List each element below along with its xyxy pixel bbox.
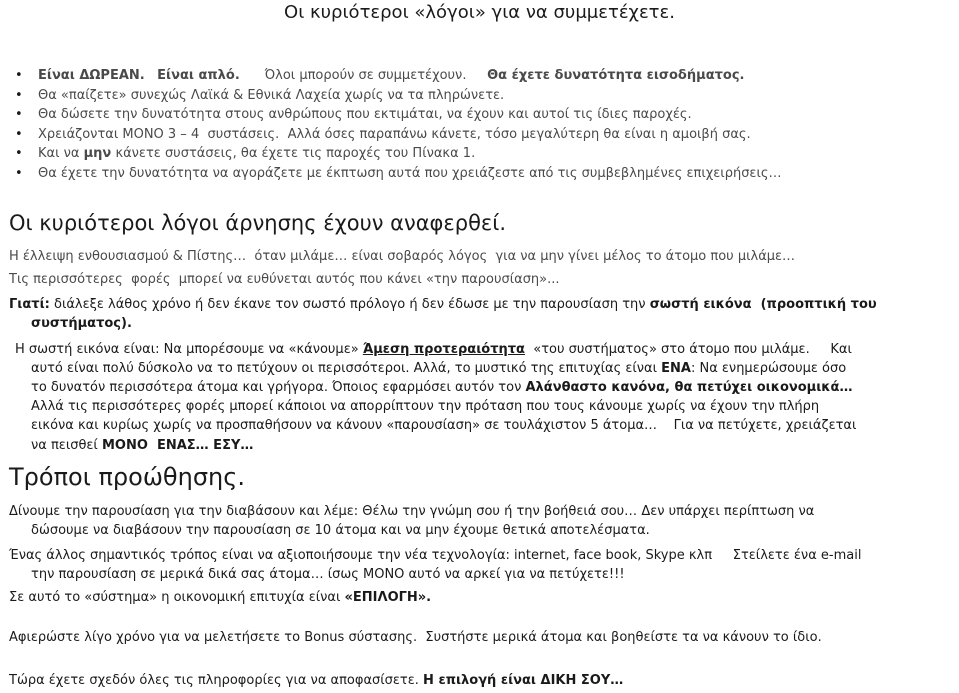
- correct-image-line-4: Αλλά τις περισσότερες φορές μπορεί κάποιοι να απορρίπτουν την πρόταση που τους κάνουμε χωρίς να έχουν την πλήρη: [31, 399, 820, 414]
- promo-line-5: Σε αυτό το «σύστημα» η οικονομική επιτυχία είναι «ΕΠΙΛΟΓΗ».: [9, 590, 432, 605]
- correct-image-line-1: Η σωστή εικόνα είναι: Να μπορέσουμε να «κάνουμε» Άμεση προτεραιότητα «του συστήματος» στο άτομο που μιλάμε. Και: [15, 342, 852, 357]
- bullet-icon: •: [15, 165, 23, 181]
- bullet-icon: •: [15, 68, 23, 83]
- bullet-icon: •: [15, 87, 23, 103]
- list-item: • Και να μην κάνετε συστάσεις, θα έχετε τις παροχές του Πίνακα 1.: [14, 144, 949, 164]
- list-item: • Χρειάζονται ΜΟΝΟ 3 – 4 συστάσεις. Αλλά όσες παραπάνω κάνετε, τόσο μεγαλύτερη θα είναι η αμοιβή σας.: [14, 125, 949, 145]
- bullet-icon: •: [15, 146, 23, 161]
- correct-image-line-6: να πεισθεί ΜΟΝΟ ΕΝΑΣ… ΕΣΥ…: [31, 438, 254, 453]
- bullet-icon: •: [15, 126, 23, 142]
- decision-line: Τώρα έχετε σχεδόν όλες τις πληροφορίες για να αποφασίσετε. Η επιλογή είναι ΔΙΚΗ ΣΟΥ…: [9, 673, 624, 688]
- refusal-heading: Οι κυριότεροι λόγοι άρνησης έχουν αναφερθεί.: [9, 211, 507, 235]
- list-item: • Είναι ΔΩΡΕΑΝ. Είναι απλό. Όλοι μπορούν σε συμμετέχουν. Θα έχετε δυνατότητα εισοδήματος.: [14, 66, 949, 86]
- slide-title: Οι κυριότεροι «λόγοι» για να συμμετέχετε.: [284, 2, 675, 23]
- refusal-line-2: Τις περισσότερες φορές μπορεί να ευθύνεται αυτός που κάνει «την παρουσίαση»...: [9, 272, 560, 287]
- correct-image-line-3: το δυνατόν περισσότερα άτομα και γρήγορα. Όποιος εφαρμόσει αυτόν τον Αλάνθαστο κανόνα, θα πετύχει οικονομικά…: [31, 380, 853, 395]
- why-paragraph-cont: συστήματος).: [31, 316, 132, 331]
- promotion-heading: Τρόποι προώθησης.: [9, 463, 245, 491]
- promo-line-3: Ένας άλλος σημαντικός τρόπος είναι να αξιοποιήσουμε την νέα τεχνολογία: internet, face book, Skype κλπ Στείλετε ένα e-mail: [9, 548, 862, 563]
- promo-line-4: την παρουσίαση σε μερικά δικά σας άτομα… ίσως ΜΟΝΟ αυτό να αρκεί για να πετύχετε!!!: [31, 567, 625, 582]
- list-item: • Θα έχετε την δυνατότητα να αγοράζετε με έκπτωση αυτά που χρειάζεστε από τις συμβεβλημένες επιχειρήσεις…: [14, 164, 949, 184]
- list-item: • Θα «παίζετε» συνεχώς Λαϊκά & Εθνικά Λαχεία χωρίς να τα πληρώνετε.: [14, 86, 949, 106]
- promo-line-1: Δίνουμε την παρουσίαση για την διαβάσουν και λέμε: Θέλω την γνώμη σου ή την βοήθειά σου… Δεν υπάρχει περίπτωση να: [9, 504, 815, 519]
- list-item: • Θα δώσετε την δυνατότητα στους ανθρώπους που εκτιμάται, να έχουν και αυτοί τις ίδιες παροχές.: [14, 105, 949, 125]
- promo-line-2: δώσουμε να διαβάσουν την παρουσίαση σε 10 άτομα και να μην έχουμε θετικά αποτελέσματα.: [31, 523, 650, 538]
- correct-image-line-5: εικόνα και κυρίως χωρίς να προσπαθήσουν να κάνουν «παρουσίαση» σε τουλάχιστον 5 άτομα… Για να πετύχετε, χρειάζεται: [31, 418, 857, 433]
- refusal-line-1: Η έλλειψη ενθουσιασμού & Πίστης… όταν μιλάμε… είναι σοβαρός λόγος για να μην γίνει μέλος το άτομο που μιλάμε…: [9, 249, 796, 264]
- reasons-list: [14, 66, 949, 183]
- why-paragraph: Γιατί: διάλεξε λάθος χρόνο ή δεν έκανε τον σωστό πρόλογο ή δεν έδωσε με την παρουσίαση την σωστή εικόνα (προοπτική του: [9, 297, 877, 312]
- bonus-line: Αφιερώστε λίγο χρόνο για να μελετήσετε το Bonus σύστασης. Συστήστε μερικά άτομα και βοηθείστε τα να κάνουν το ίδιο.: [9, 630, 822, 645]
- correct-image-line-2: αυτό είναι πολύ δύσκολο να το πετύχουν οι περισσότεροι. Αλλά, το μυστικό της επιτυχίας είναι ΕΝΑ: Να ενημερώσουμε όσο: [31, 361, 847, 376]
- bullet-icon: •: [15, 107, 23, 122]
